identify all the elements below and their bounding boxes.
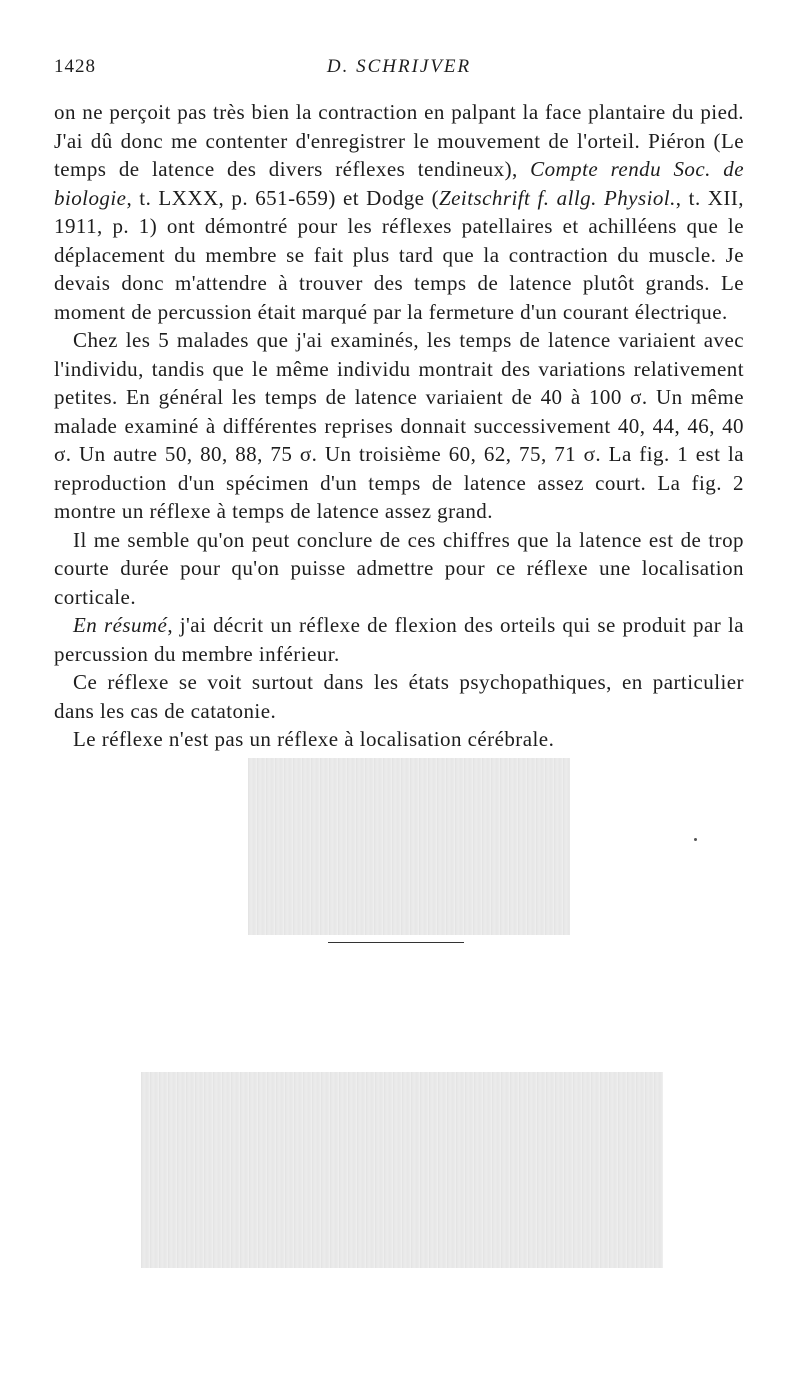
p4-text: , j'ai décrit un réflexe de flexion des orteils qui se produit par la percussion du membre inférieur. <box>54 613 745 666</box>
p1-text-b: , t. LXXX, p. 651-659) et Dodge ( <box>126 185 440 210</box>
figure-2-image <box>141 1072 663 1268</box>
paragraph-2: Chez les 5 malades que j'ai examinés, les temps de latence variaient avec l'individu, tandis que le même individu montrait des variations relativement petites. En général les temps de latence variaient de 40 à 100 σ. Un même malade examiné à différentes reprises donnait successivement 40, 44, 46, 40 σ. Un autre 50, 80, 88, 75 σ. Un troisième 60, 62, 75, 71 σ. La fig. 1 est la reproduction d'un spécimen d'un temps de latence assez court. La fig. 2 montre un réflexe à temps de latence assez grand. <box>54 328 744 523</box>
figure-1-image <box>248 758 570 935</box>
body-text <box>54 98 744 754</box>
paragraph-4 <box>54 611 744 668</box>
p4-emphasis: En résumé <box>73 613 168 637</box>
page-number: 1428 <box>54 56 96 77</box>
separator-rule <box>328 942 464 943</box>
page-header <box>54 56 744 86</box>
running-head: D. SCHRIJVER <box>326 56 472 77</box>
paragraph-1 <box>54 98 744 326</box>
p1-citation-1: Compte rendu Soc. de biologie <box>54 157 744 210</box>
p1-text-c: , t. XII, 1911, p. 1) ont démontré pour les réflexes patellaires et achilléens que le déplacement du membre se fait plus tard que la contraction du muscle. Je devais donc m'attendre à trouver des temps de latence plutôt grands. Le moment de percussion était marqué par la fermeture d'un courant électrique. <box>54 185 744 324</box>
p1-text-a: on ne perçoit pas très bien la contraction en palpant la face plantaire du pied. J'ai dû donc me contenter d'enregistrer le mouvement de l'orteil. Piéron (Le temps de latence des divers réflexes tendineux), <box>54 100 744 181</box>
print-speck <box>694 838 697 841</box>
paragraph-5: Ce réflexe se voit surtout dans les états psychopathiques, en particulier dans les cas de catatonie. <box>54 670 744 723</box>
paragraph-3: Il me semble qu'on peut conclure de ces chiffres que la latence est de trop courte durée pour qu'on puisse admettre pour ce réflexe une localisation corticale. <box>54 527 744 609</box>
p1-citation-2: Zeitschrift f. allg. Physiol. <box>439 185 676 210</box>
paragraph-6: Le réflexe n'est pas un réflexe à localisation cérébrale. <box>73 727 555 751</box>
